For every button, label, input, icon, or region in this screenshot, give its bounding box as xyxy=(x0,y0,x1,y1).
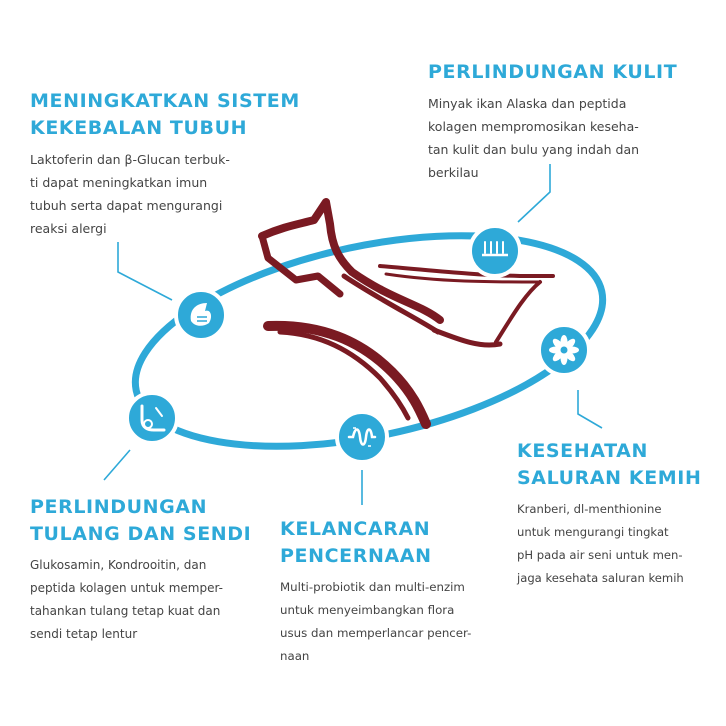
feature-desc-line: untuk menyeimbangkan flora xyxy=(280,603,455,617)
feature-title-line: KELANCARAN xyxy=(280,518,431,540)
feature-tulang-description xyxy=(30,554,275,646)
feature-desc-line: Multi-probiotik dan multi-enzim xyxy=(280,580,465,594)
feature-desc-line: Glukosamin, Kondrooitin, dan xyxy=(30,558,207,572)
joint-icon xyxy=(127,393,177,443)
feature-title-line: PERLINDUNGAN KULIT xyxy=(428,61,678,83)
feature-cerna-description xyxy=(280,576,515,668)
feature-desc-line: Laktoferin dan β-Glucan terbuk- xyxy=(30,152,230,167)
feature-desc-line: pH pada air seni untuk men- xyxy=(517,548,683,562)
feature-desc-line: sendi tetap lentur xyxy=(30,627,138,641)
feature-desc-line: reaksi alergi xyxy=(30,221,107,236)
feature-kemih-title xyxy=(517,438,722,492)
feature-desc-line: berkilau xyxy=(428,165,479,180)
feature-tulang xyxy=(30,494,275,646)
feature-imun-description xyxy=(30,148,330,240)
feature-desc-line: kolagen mempromosikan keseha- xyxy=(428,119,639,134)
feature-desc-line: naan xyxy=(280,649,310,663)
feature-desc-line: Minyak ikan Alaska dan peptida xyxy=(428,96,627,111)
feature-title-line: SALURAN KEMIH xyxy=(517,467,702,489)
feature-title-line: MENINGKATKAN SISTEM xyxy=(30,90,300,112)
connector-tulang xyxy=(104,450,130,480)
feature-imun-title xyxy=(30,88,330,142)
feature-imun xyxy=(30,88,330,240)
feature-kemih-description xyxy=(517,498,722,590)
feature-desc-line: tubuh serta dapat mengurangi xyxy=(30,198,223,213)
feature-kulit-title xyxy=(428,59,718,86)
feature-title-line: PENCERNAAN xyxy=(280,545,432,567)
feature-kulit xyxy=(428,59,718,184)
feature-kulit-description xyxy=(428,92,718,184)
feature-desc-line: untuk mengurangi tingkat xyxy=(517,525,669,539)
feature-cerna xyxy=(280,516,515,668)
feature-desc-line: usus dan memperlancar pencer- xyxy=(280,626,472,640)
feature-title-line: KEKEBALAN TUBUH xyxy=(30,117,248,139)
feature-desc-line: Kranberi, dl-menthionine xyxy=(517,502,662,516)
feature-kemih xyxy=(517,438,722,590)
fur-comb-icon xyxy=(470,226,520,276)
feature-tulang-title xyxy=(30,494,275,548)
feature-title-line: PERLINDUNGAN xyxy=(30,496,208,518)
feature-desc-line: jaga kesehata saluran kemih xyxy=(517,571,684,585)
feature-title-line: KESEHATAN xyxy=(517,440,648,462)
immune-cat-icon xyxy=(176,290,226,340)
connector-imun xyxy=(118,242,172,300)
feature-title-line: TULANG DAN SENDI xyxy=(30,523,252,545)
feature-desc-line: tan kulit dan bulu yang indah dan xyxy=(428,142,640,157)
feature-desc-line: peptida kolagen untuk memper- xyxy=(30,581,223,595)
feature-desc-line: tahankan tulang tetap kuat dan xyxy=(30,604,221,618)
feature-desc-line: ti dapat meningkatkan imun xyxy=(30,175,208,190)
flower-icon xyxy=(539,325,589,375)
digestion-icon xyxy=(337,412,387,462)
feature-cerna-title xyxy=(280,516,515,570)
connector-kemih xyxy=(578,390,602,428)
